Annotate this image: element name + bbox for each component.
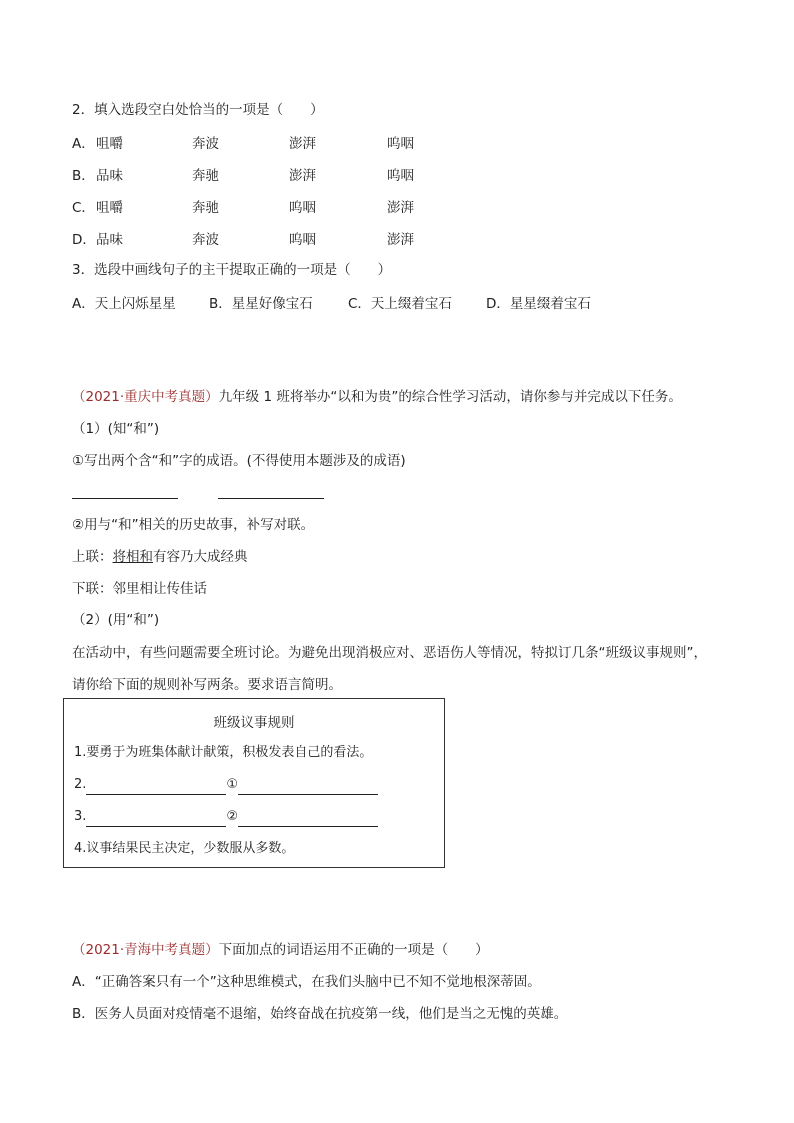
lower-couplet: 下联：邻里相让传佳话 (72, 581, 207, 597)
option-letter: D． (72, 232, 96, 248)
option-word: 奔驰 (192, 200, 219, 216)
rule-2-marker: ① (226, 777, 239, 792)
part2-paragraph-1: 在活动中，有些问题需要全班讨论。为避免出现消极应对、恶语伤人等情况，特拟订几条“班级议事规则”， (72, 645, 707, 661)
option-word: 呜咽 (289, 232, 316, 248)
option-letter: A． (72, 136, 95, 152)
source-tag: （2021·重庆中考真题） (72, 389, 219, 405)
source-tag: （2021·青海中考真题） (72, 942, 219, 958)
rule-1: 1.要勇于为班集体献计献策，积极发表自己的看法。 (74, 745, 373, 760)
qinghai-option-a: A．“正确答案只有一个”这种思维模式，在我们头脑中已不知不觉地根深蒂固。 (72, 974, 541, 990)
q3-option-a: A．天上闪烁星星 (72, 296, 176, 312)
q3-option-d: D．星星缀着宝石 (486, 296, 591, 312)
part2-heading: （2）(用“和”) (72, 612, 160, 628)
q3-stem: 3．选段中画线句子的主干提取正确的一项是（ ） (72, 262, 392, 278)
option-word: 品味 (96, 232, 123, 248)
idiom-answer-blank-2[interactable] (218, 497, 324, 499)
rule-3-marker: ② (226, 809, 239, 824)
q3-option-c: C．天上缀着宝石 (348, 296, 452, 312)
qinghai-stem-line (72, 940, 489, 960)
rule-2-blank-b[interactable] (238, 777, 378, 795)
rule-3-number: 3. (74, 809, 87, 824)
option-word: 呜咽 (289, 200, 316, 216)
option-word: 呜咽 (387, 168, 414, 184)
qinghai-stem: 下面加点的词语运用不正确的一项是（ ） (218, 942, 489, 958)
rule-2-blank-a[interactable] (86, 777, 226, 795)
option-word: 奔驰 (192, 168, 219, 184)
task1-text: ①写出两个含“和”字的成语。(不得使用本题涉及的成语) (72, 453, 406, 469)
rule-2-number: 2. (74, 777, 87, 792)
upper-couplet (72, 547, 248, 567)
rule-2 (74, 775, 378, 795)
idiom-answer-blank-1[interactable] (72, 497, 178, 499)
option-letter: C． (72, 200, 95, 216)
option-word: 澎湃 (387, 232, 414, 248)
intro-text: 九年级 1 班将举办“以和为贵”的综合性学习活动，请你参与并完成以下任务。 (218, 389, 682, 405)
qinghai-option-b: B．医务人员面对疫情毫不退缩，始终奋战在抗疫第一线，他们是当之无愧的英雄。 (72, 1006, 568, 1022)
part1-heading: （1）(知“和”) (72, 421, 160, 437)
rules-title: 班级议事规则 (213, 715, 295, 731)
option-word: 澎湃 (387, 200, 414, 216)
option-letter: B． (72, 168, 95, 184)
q2-stem: 2．填入选段空白处恰当的一项是（ ） (72, 102, 324, 118)
rule-3 (74, 807, 378, 827)
rules-box (63, 698, 445, 868)
option-word: 澎湃 (289, 136, 316, 152)
option-word: 咀嚼 (96, 200, 123, 216)
option-word: 咀嚼 (96, 136, 123, 152)
option-word: 奔波 (192, 232, 219, 248)
option-word: 品味 (96, 168, 123, 184)
task2-text: ②用与“和”相关的历史故事，补写对联。 (72, 517, 315, 533)
q3-option-b: B．星星好像宝石 (209, 296, 313, 312)
rule-3-blank-b[interactable] (238, 809, 378, 827)
option-word: 奔波 (192, 136, 219, 152)
chongqing-intro-line (72, 387, 682, 407)
option-word: 澎湃 (289, 168, 316, 184)
rule-4: 4.议事结果民主决定，少数服从多数。 (74, 841, 295, 856)
upper-label: 上联： (72, 549, 113, 565)
upper-underlined: 将相和 (112, 549, 153, 565)
upper-rest: 有容乃大成经典 (153, 549, 248, 565)
rule-3-blank-a[interactable] (86, 809, 226, 827)
part2-paragraph-2: 请你给下面的规则补写两条。要求语言简明。 (72, 677, 342, 693)
option-word: 呜咽 (387, 136, 414, 152)
